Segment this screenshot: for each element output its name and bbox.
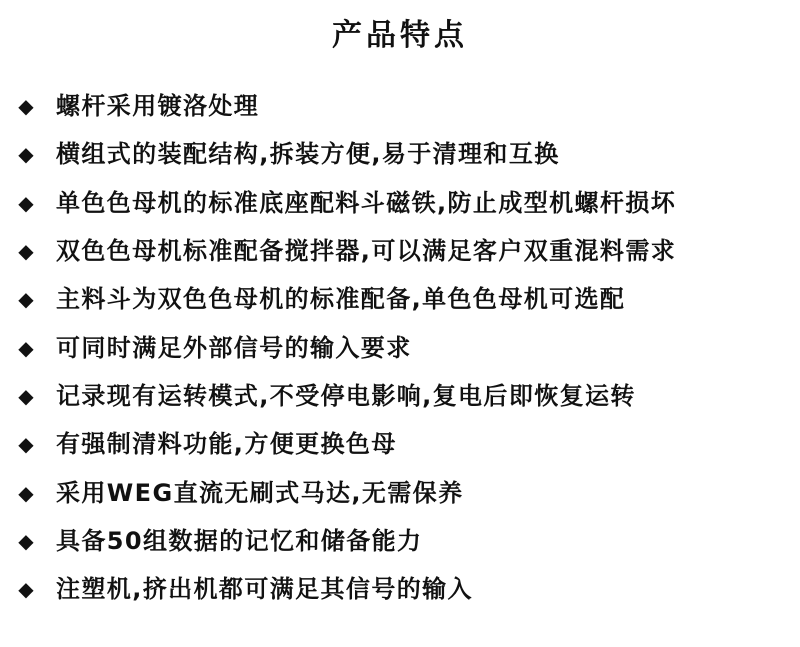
list-item xyxy=(18,275,793,323)
feature-text: 单色色母机的标准底座配料斗磁铁,防止成型机螺杆损坏 xyxy=(56,188,677,217)
diamond-bullet-icon: ◆ xyxy=(18,383,34,408)
feature-text: 具备50组数据的记忆和储备能力 xyxy=(56,526,423,555)
diamond-bullet-icon: ◆ xyxy=(18,190,34,215)
list-item xyxy=(18,323,793,371)
feature-text: 横组式的装配结构,拆装方便,易于清理和互换 xyxy=(56,140,560,169)
list-item xyxy=(18,179,793,227)
feature-text: 有强制清料功能,方便更换色母 xyxy=(56,430,397,459)
diamond-bullet-icon: ◆ xyxy=(18,335,34,360)
list-item xyxy=(18,468,793,516)
diamond-bullet-icon: ◆ xyxy=(18,528,34,553)
list-item xyxy=(18,372,793,420)
list-item xyxy=(18,420,793,468)
list-item xyxy=(18,82,793,130)
feature-text: 可同时满足外部信号的输入要求 xyxy=(56,333,412,362)
feature-text: 注塑机,挤出机都可满足其信号的输入 xyxy=(56,575,473,604)
list-item xyxy=(18,227,793,275)
diamond-bullet-icon: ◆ xyxy=(18,142,34,167)
feature-text: 主料斗为双色色母机的标准配备,单色色母机可选配 xyxy=(56,285,626,314)
list-item xyxy=(18,565,793,613)
diamond-bullet-icon: ◆ xyxy=(18,480,34,505)
diamond-bullet-icon: ◆ xyxy=(18,94,34,119)
list-item xyxy=(18,517,793,565)
feature-list xyxy=(18,82,793,613)
page-title: 产品特点 xyxy=(332,18,468,53)
diamond-bullet-icon: ◆ xyxy=(18,287,34,312)
diamond-bullet-icon: ◆ xyxy=(18,239,34,264)
feature-text: 双色色母机标准配备搅拌器,可以满足客户双重混料需求 xyxy=(56,237,677,266)
feature-text: 螺杆采用镀洛处理 xyxy=(56,92,260,121)
diamond-bullet-icon: ◆ xyxy=(18,577,34,602)
feature-text: 记录现有运转模式,不受停电影响,复电后即恢复运转 xyxy=(56,381,636,410)
feature-text: 采用WEG直流无刷式马达,无需保养 xyxy=(56,478,464,507)
list-item xyxy=(18,130,793,178)
diamond-bullet-icon: ◆ xyxy=(18,432,34,457)
